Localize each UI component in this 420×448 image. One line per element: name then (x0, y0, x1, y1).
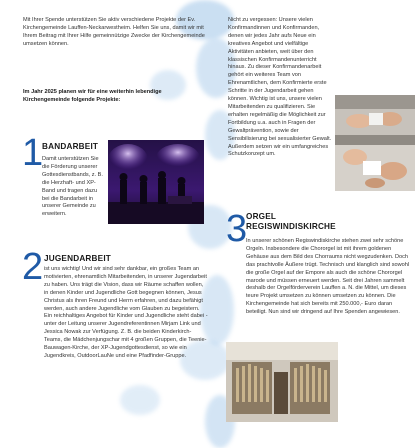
confirmation-paragraph (228, 17, 332, 159)
section-text-orgel-continued (343, 334, 417, 434)
projects-lead (23, 89, 203, 105)
projects-lead-text: Im Jahr 2025 planen wir für eine weiterhin lebendige Kirchengemeinde folgende Projekte: (23, 89, 162, 103)
confirmation-text: Nicht zu vergessen: Unsere vielen Konfirmandinnen und Konfirmanden, denen wir jedes Jahr aufs Neue ein kreatives Angebot und vielfältige Aktivitäten anbieten, weit über den klassischen Konfirmandenunterricht hinaus. Zu dieser Konfirmandenarbeit gehört ein weiteres Team von Ehrenamtlichen, dem Konfirmierte erste Schritte in der Jugendarbeit gehen können. Wichtig ist uns, unsere vielen Mitarbeitenden zu qualifizieren. Sie erhalten regelmäßig die Möglichkeit zur Fortbildung u.a. auch in Fragen der Gewaltprävention, sowie der Sensibilisierung bei sexualisierter Gewalt. Außerdem setzen wir ein umfangreiches Schutzkonzept um. (228, 17, 332, 158)
band-photo (108, 140, 204, 224)
section-text-orgel: In unserer schönen Regiswindiskirche stehen zwei sehr schöne Orgeln. Insbesondere die Chororgel ist mit ihrem goldenen Gehäuse aus dem Bild des Chorraums nicht wegzudenken. Doch das prachtvolle Äußere trügt. Technisch und klanglich sind sowohl die große Orgel auf der Empore als auch die schöne Chororgel marode und müssen erneuert werden. Seit drei Jahren sammelt deshalb der Orgelförderverein Lauffen a. N. die Mittel, um dieses teure Projekt umsetzen zu können umsetzen zu können. Die Kirchengemeinde hat sich bereits mit 250.000,- Euro daran beteiligt. Nun sind wir dringend auf Ihre Spenden angewiesen. (246, 238, 410, 316)
intro-paragraph (23, 17, 208, 49)
section-text-bandarbeit: Damit unterstützen Sie die Förderung unserer Gottesdienstbands, z. B. die Herzhaft- und XP-Band und tragen dazu bei die Bandarbeit in unserer Gemeinde zu erweitern. (42, 156, 103, 218)
section-text-jugendarbeit: ist uns wichtig! Und wir sind sehr dankbar, ein großes Team an motivierten, ehrenamtlich Mitarbeitenden, in unserer Jugendarbeit zu haben. Uns trägt die Vision, dass wir Räume schaffen wollen, in denen Kinder und Jugendliche Gott begegnen können, Jesus Christus als ihren Freund und Herrn erfahren, und dazu befähigt werden, auch andere Jugendliche vom Glauben zu begeistern. Ein reichhaltiges Angebot für Kinder und Jugendliche steht dabei - unter der Leitung unserer Jugendreferentinnen Mirjam Link und Jessica Nowak zur Verfügung. Z. B. die beiden Kinderkirch-Teams, die Mädchenjungschar mit 4 großen Gruppen, die Teenie-Bauwagen-Kirche, der XP-Jugendgottesdienst, so wie ein Jugendkreis, OutdoorLauNe und eine Pfadfinder-Gruppe. (44, 266, 208, 359)
section-title-bandarbeit: BANDARBEIT (42, 142, 99, 151)
section-title-jugendarbeit: JUGENDARBEIT (44, 254, 111, 263)
section-title-orgel: ORGEL REGISWINDISKIRCHE (246, 212, 336, 231)
organ-photo (226, 342, 338, 422)
workshop-photo-bottom (335, 135, 415, 191)
section-number-3: 3 (226, 208, 248, 250)
intro-text: Mit Ihrer Spende unterstützen Sie aktiv verschiedene Projekte der Ev. Kirchengemeinde Lauffen-Neckarwestheim. Helfen Sie uns, damit wir mit Ihrem Beitrag mit Ihrer Hilfe gemeinnützige Zwecke der Kirchengemeinde umsetzen können. (23, 17, 205, 47)
watercolor-splash (120, 385, 160, 415)
section-number-1: 1 (22, 132, 44, 174)
section-number-2: 2 (22, 246, 44, 288)
workshop-photo-top (335, 95, 415, 135)
